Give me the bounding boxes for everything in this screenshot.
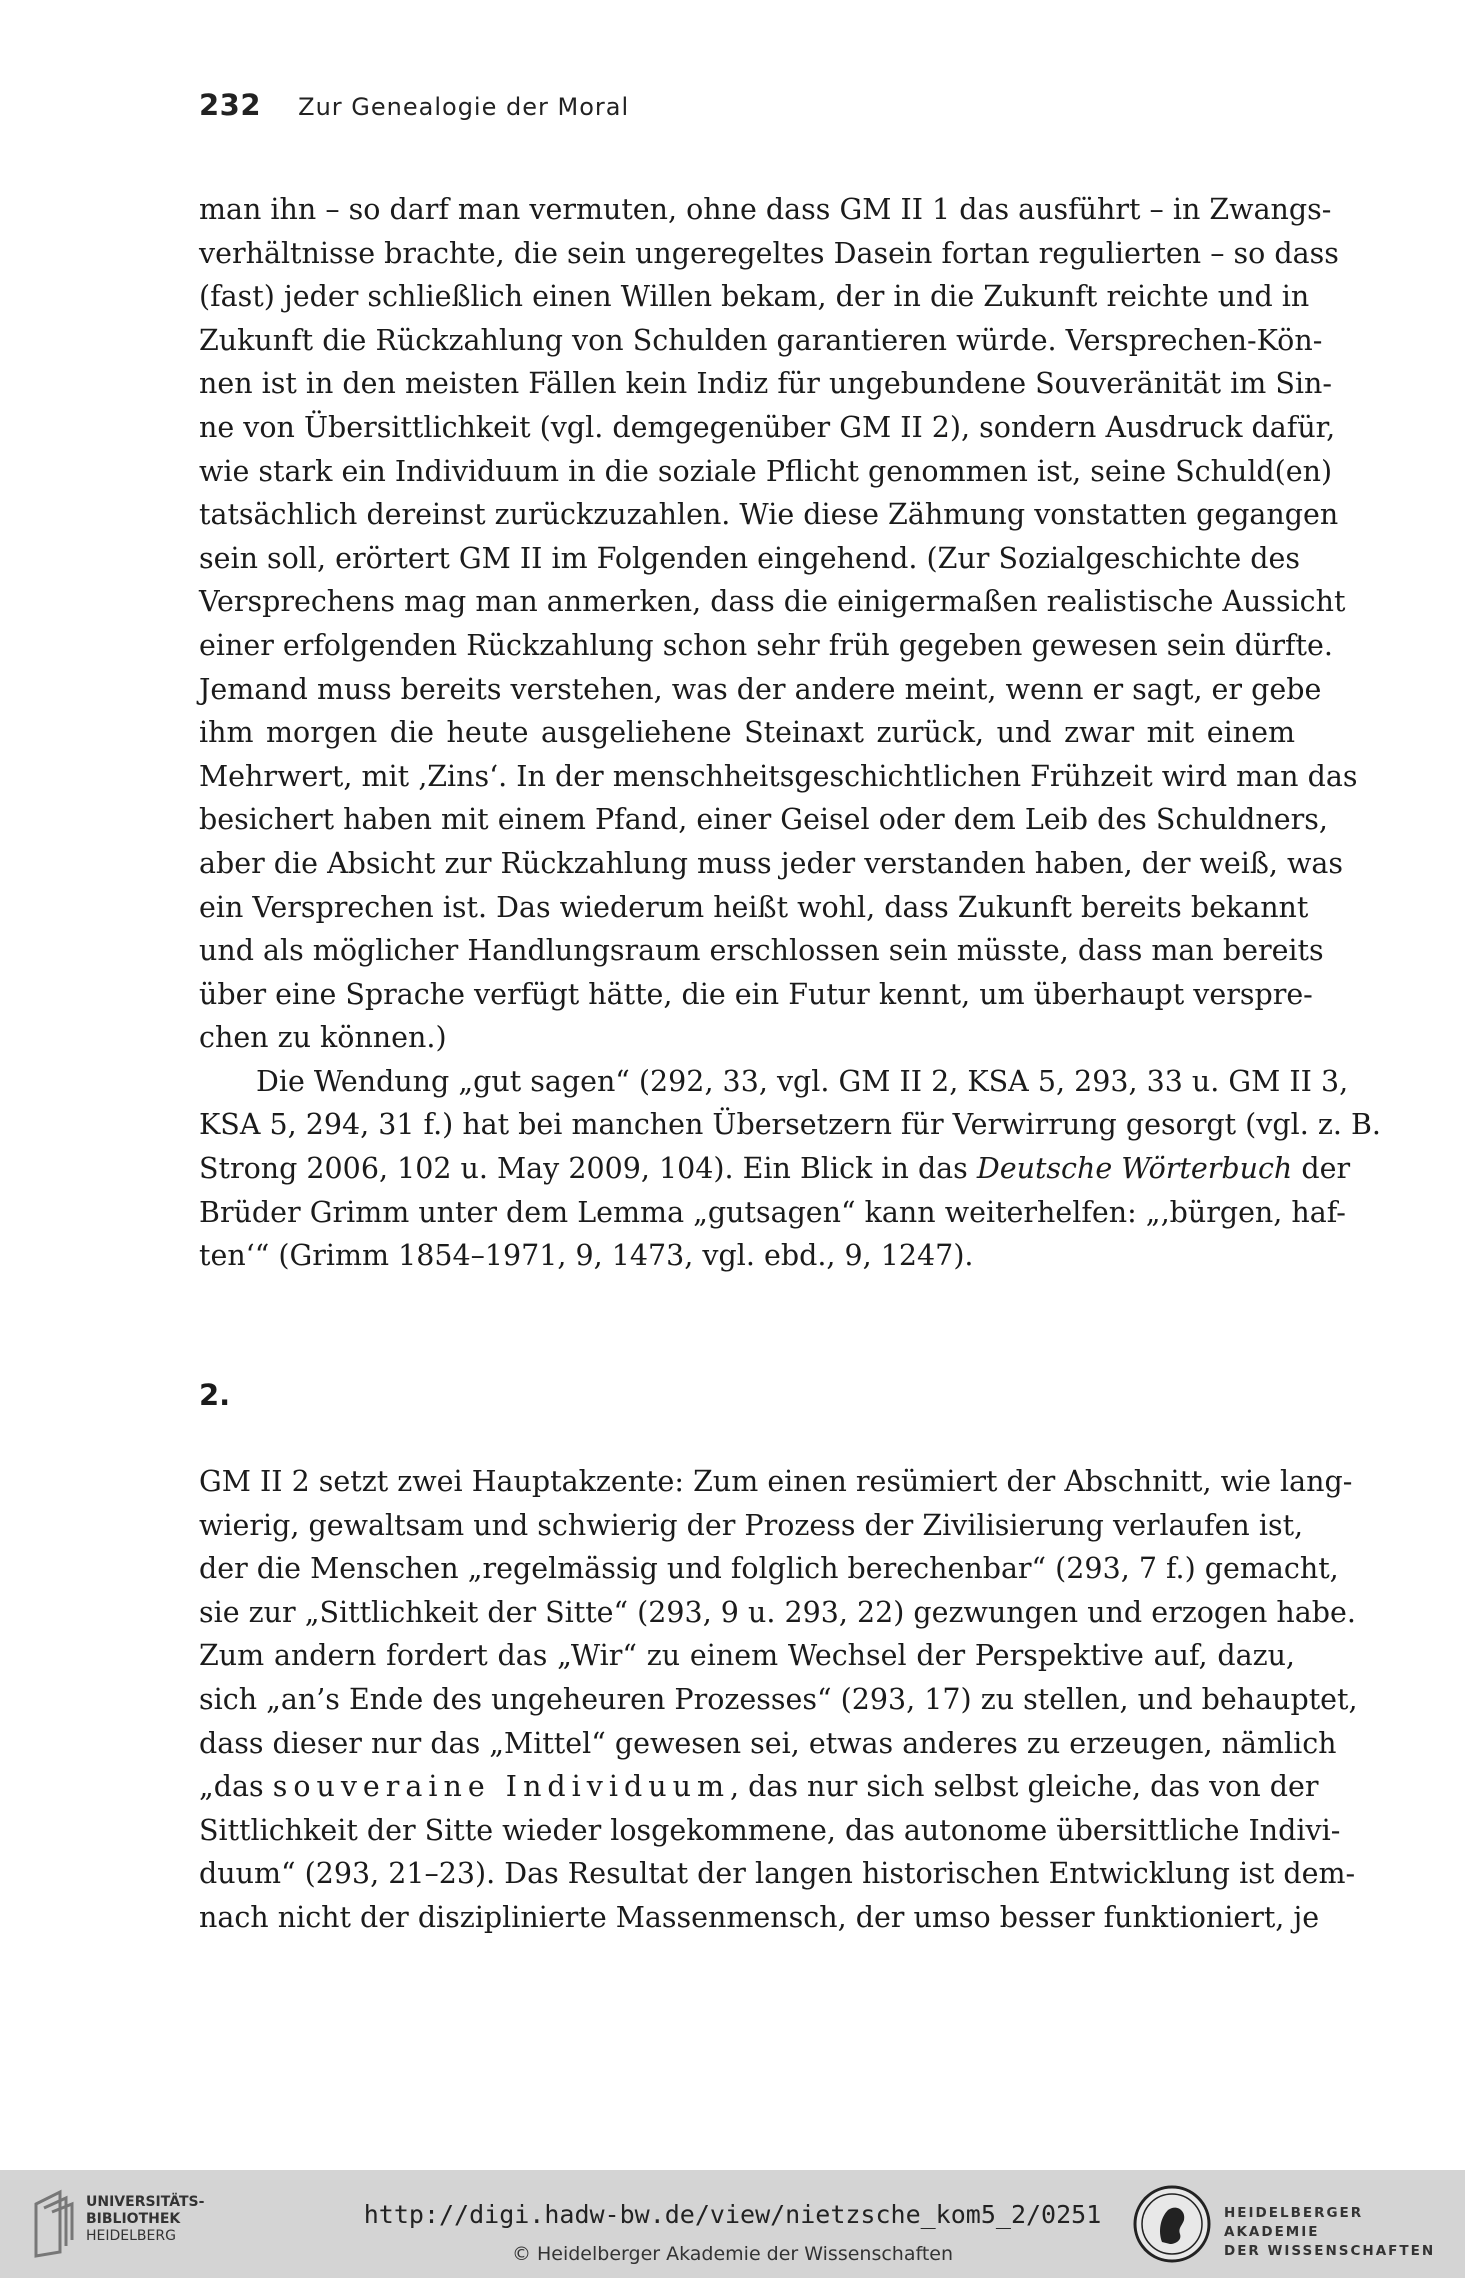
- text-line: ten‘“ (Grimm 1854–1971, 9, 1473, vgl. ebd., 9, 1247).: [199, 1239, 974, 1273]
- running-header: [199, 88, 629, 122]
- library-name-line: HEIDELBERG: [86, 2228, 176, 2244]
- text-line: Versprechens mag man anmerken, dass die einigermaßen realistische Aussicht: [199, 585, 1346, 619]
- text-line: Mehrwert, mit ‚Zins‘. In der menschheitsgeschichtlichen Frühzeit wird man das: [199, 759, 1358, 793]
- text-line: dass dieser nur das „Mittel“ gewesen sei, etwas anderes zu erzeugen, nämlich: [199, 1726, 1337, 1760]
- academy-name: [1224, 2204, 1465, 2261]
- text-line: [199, 1765, 1319, 1809]
- library-name-line: UNIVERSITÄTS-: [86, 2194, 205, 2210]
- source-url-link[interactable]: http://digi.hadw-bw.de/view/nietzsche_kom5_2/0251: [363, 2200, 1102, 2229]
- text-line: ihm morgen die heute ausgeliehene Steinaxt zurück, und zwar mit einem: [199, 716, 1295, 750]
- text-line: besichert haben mit einem Pfand, einer Geisel oder dem Leib des Schuldners,: [199, 803, 1328, 837]
- text-line: einer erfolgenden Rückzahlung schon sehr früh gegeben gewesen sein dürfte.: [199, 628, 1333, 662]
- text-segment: der: [1292, 1152, 1351, 1186]
- text-line: und als möglicher Handlungsraum erschlossen sein müsste, dass man bereits: [199, 934, 1324, 968]
- text-segment: „das: [199, 1770, 273, 1804]
- text-line: ne von Übersittlichkeit (vgl. demgegenüber GM II 2), sondern Ausdruck dafür,: [199, 410, 1336, 444]
- text-line: KSA 5, 294, 31 f.) hat bei manchen Übersetzern für Verwirrung gesorgt (vgl. z. B.: [199, 1108, 1381, 1142]
- text-line: sein soll, erörtert GM II im Folgenden eingehend. (Zur Sozialgeschichte des: [199, 541, 1301, 575]
- text-line: aber die Absicht zur Rückzahlung muss jeder verstanden haben, der weiß, was: [199, 846, 1344, 880]
- text-line: nach nicht der disziplinierte Massenmensch, der umso besser funktioniert, je: [199, 1900, 1320, 1934]
- text-line: wie stark ein Individuum in die soziale Pflicht genommen ist, seine Schuld(en): [199, 454, 1333, 488]
- paragraph-3: [199, 1460, 1358, 1940]
- text-line: ein Versprechen ist. Das wiederum heißt wohl, dass Zukunft bereits bekannt: [199, 890, 1309, 924]
- academy-name-line: HEIDELBERGER AKADEMIE: [1224, 2205, 1364, 2240]
- section-heading: 2.: [199, 1378, 231, 1412]
- text-segment: , das nur sich selbst gleiche, das von der: [729, 1770, 1319, 1804]
- text-line: Die Wendung „gut sagen“ (292, 33, vgl. GM II 2, KSA 5, 293, 33 u. GM II 3,: [256, 1064, 1349, 1098]
- digitization-footer: [0, 2170, 1465, 2278]
- text-line: wierig, gewaltsam und schwierig der Prozess der Zivilisierung verlaufen ist,: [199, 1508, 1304, 1542]
- academy-seal-icon: [1132, 2184, 1212, 2264]
- text-line: Brüder Grimm unter dem Lemma „gutsagen“ kann weiterhelfen: „‚bürgen, haf-: [199, 1195, 1346, 1229]
- text-line: sie zur „Sittlichkeit der Sitte“ (293, 9 u. 293, 22) gezwungen und erzogen habe.: [199, 1595, 1356, 1629]
- paragraph-1: [199, 188, 1381, 1278]
- text-line: man ihn – so darf man vermuten, ohne dass GM II 1 das ausführt – in Zwangs-: [199, 193, 1332, 226]
- text-line: nen ist in den meisten Fällen kein Indiz für ungebundene Souveränität im Sin-: [199, 367, 1332, 401]
- text-line: Zukunft die Rückzahlung von Schulden garantieren würde. Versprechen-Kön-: [199, 323, 1323, 357]
- text-line: chen zu können.): [199, 1021, 447, 1055]
- text-segment: Strong 2006, 102 u. May 2009, 104). Ein Blick in das: [199, 1152, 977, 1186]
- library-name-line: BIBLIOTHEK: [86, 2211, 181, 2227]
- text-line: der die Menschen „regelmässig und folglich berechenbar“ (293, 7 f.) gemacht,: [199, 1552, 1339, 1586]
- text-line: (fast) jeder schließlich einen Willen bekam, der in die Zukunft reichte und in: [199, 280, 1310, 314]
- text-line: Jemand muss bereits verstehen, was der andere meint, wenn er sagt, er gebe: [199, 672, 1322, 706]
- text-line: duum“ (293, 21–23). Das Resultat der langen historischen Entwicklung ist dem-: [199, 1857, 1356, 1891]
- text-line: über eine Sprache verfügt hätte, die ein Futur kennt, um überhaupt verspre-: [199, 977, 1313, 1011]
- text-line: Sittlichkeit der Sitte wieder losgekommene, das autonome übersittliche Indivi-: [199, 1813, 1341, 1847]
- copyright-notice: © Heidelberger Akademie der Wissenschaften: [511, 2243, 954, 2265]
- text-line: sich „an’s Ende des ungeheuren Prozesses“ (293, 17) zu stellen, und behauptet,: [199, 1682, 1358, 1716]
- running-title: Zur Genealogie der Moral: [298, 93, 630, 121]
- academy-name-line: DER WISSENSCHAFTEN: [1224, 2243, 1436, 2259]
- text-line: [199, 1147, 1351, 1191]
- page-number: 232: [199, 88, 262, 122]
- book-title: Deutsche Wörterbuch: [976, 1152, 1293, 1186]
- text-line: Zum andern fordert das „Wir“ zu einem Wechsel der Perspektive auf, dazu,: [199, 1639, 1295, 1673]
- text-line: verhältnisse brachte, die sein ungeregeltes Dasein fortan regulierten – so dass: [199, 236, 1339, 270]
- text-line: GM II 2 setzt zwei Hauptakzente: Zum einen resümiert der Abschnitt, wie lang-: [199, 1465, 1353, 1498]
- text-line: tatsächlich dereinst zurückzuzahlen. Wie diese Zähmung vonstatten gegangen: [199, 498, 1339, 532]
- spaced-emphasis: souveraine Individuum: [272, 1770, 730, 1804]
